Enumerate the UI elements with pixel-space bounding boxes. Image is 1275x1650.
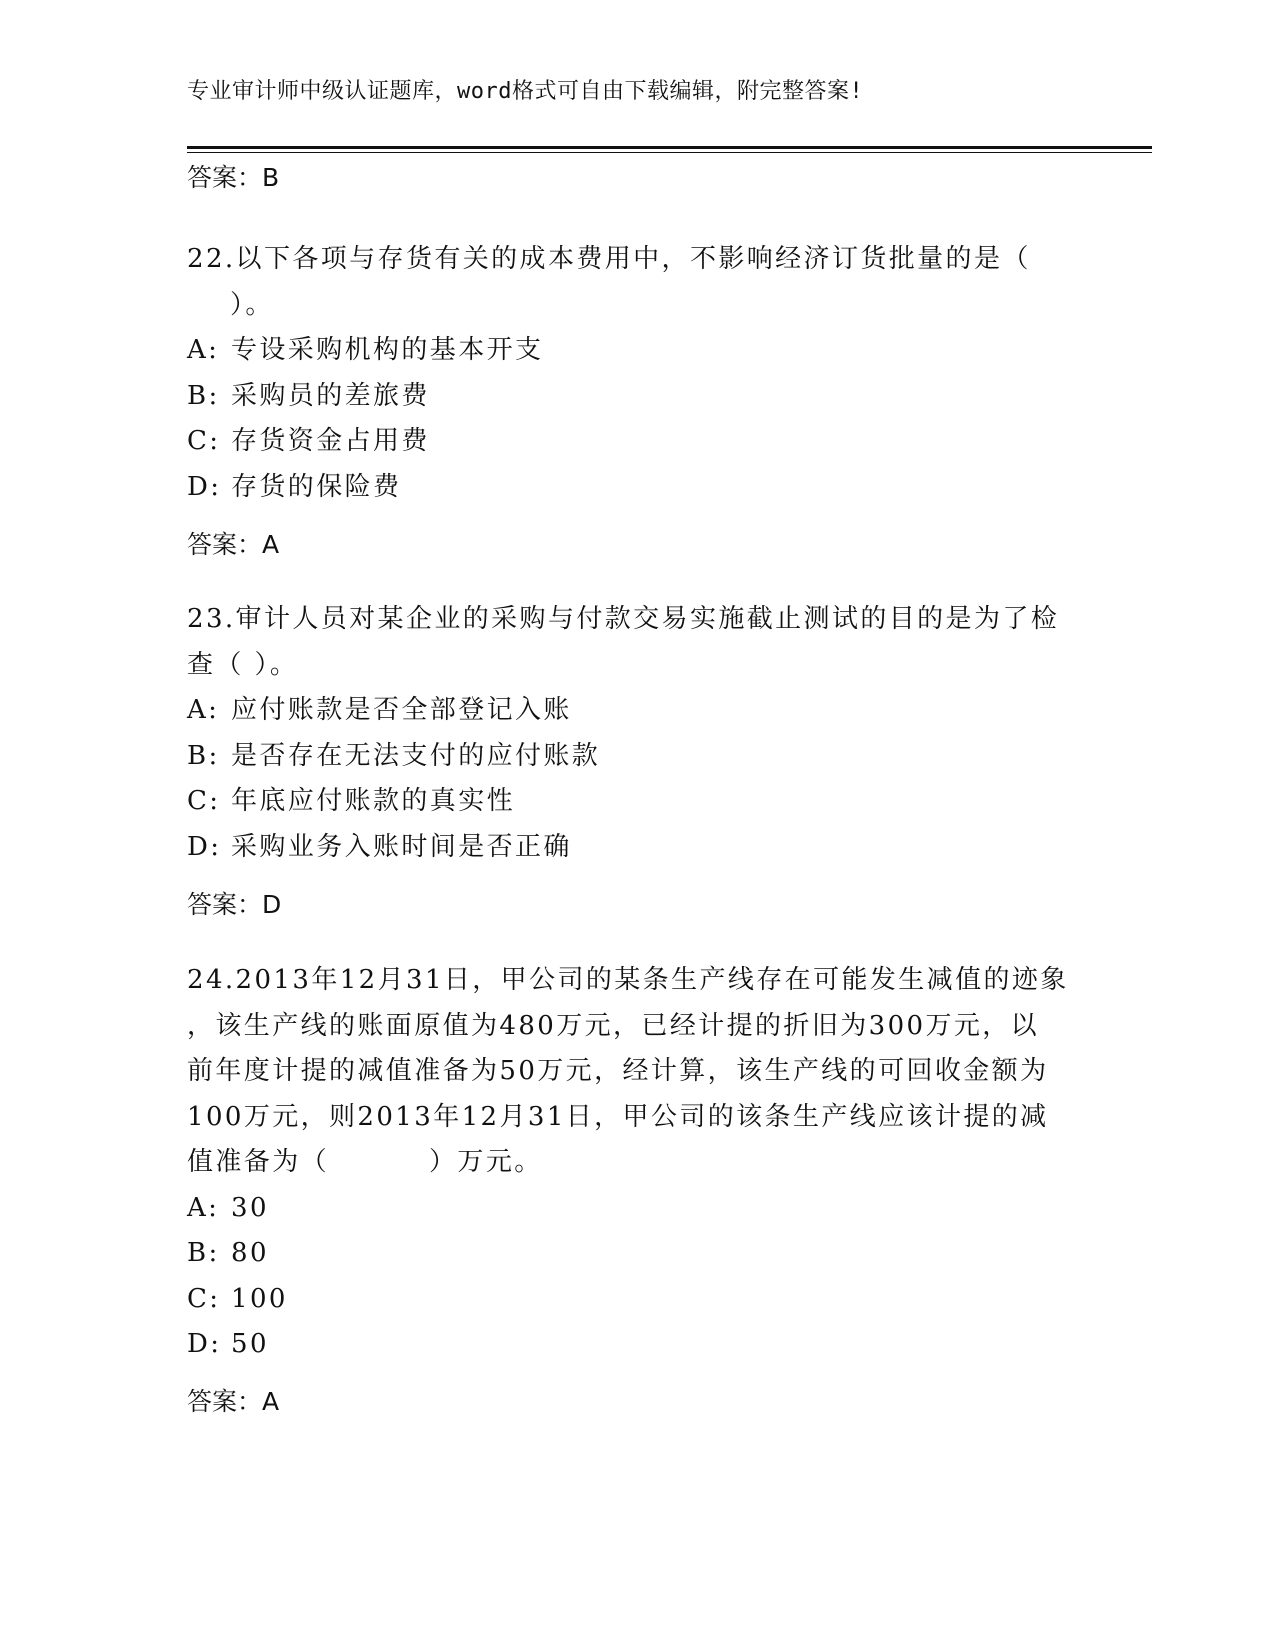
option-key: C: bbox=[187, 1283, 221, 1314]
question-23-answer: 答案：D bbox=[187, 890, 282, 919]
option-key: A: bbox=[187, 695, 220, 725]
question-24 bbox=[187, 958, 1087, 1368]
option-text: 年底应付账款的真实性 bbox=[231, 786, 516, 816]
question-23 bbox=[187, 597, 1087, 870]
question-22 bbox=[187, 237, 1087, 510]
option-text: 存货资金占用费 bbox=[231, 426, 430, 456]
question-22-option-d bbox=[187, 465, 1087, 511]
option-key: A: bbox=[187, 1192, 220, 1223]
question-22-line-2: ）。 bbox=[230, 289, 274, 320]
option-key: B: bbox=[187, 380, 220, 411]
option-text: 是否存在无法支付的应付账款 bbox=[231, 740, 601, 771]
question-23-option-a bbox=[187, 688, 1087, 734]
question-24-line-3: 前年度计提的减值准备为50万元，经计算，该生产线的可回收金额为 bbox=[187, 1056, 1049, 1086]
question-24-option-a bbox=[187, 1186, 1087, 1232]
header-rule-thin bbox=[187, 152, 1152, 153]
question-24-option-c bbox=[187, 1277, 1087, 1323]
header-rule-thick bbox=[187, 146, 1152, 149]
question-24-line-5-after: ）万元。 bbox=[429, 1147, 543, 1177]
option-key: D: bbox=[187, 831, 222, 862]
question-22-option-b bbox=[187, 374, 1087, 420]
option-key: B: bbox=[187, 1238, 220, 1268]
option-key: C: bbox=[187, 426, 221, 456]
question-22-line-1: 22.以下各项与存货有关的成本费用中，不影响经济订货批量的是（ bbox=[187, 244, 1031, 274]
option-text: 30 bbox=[231, 1192, 269, 1223]
question-22-answer: 答案：A bbox=[187, 530, 280, 559]
option-text: 50 bbox=[231, 1329, 269, 1359]
question-22-option-c bbox=[187, 419, 1087, 465]
option-key: C: bbox=[187, 786, 221, 816]
option-text: 存货的保险费 bbox=[231, 471, 402, 502]
option-text: 采购员的差旅费 bbox=[231, 380, 430, 411]
question-24-line-5 bbox=[187, 1140, 1087, 1186]
option-key: D: bbox=[187, 471, 222, 502]
question-22-option-a bbox=[187, 328, 1087, 374]
question-23-option-c bbox=[187, 779, 1087, 825]
question-23-line-2: 查（ ）。 bbox=[187, 649, 299, 680]
question-24-line-4: 100万元，则2013年12月31日，甲公司的该条生产线应该计提的减 bbox=[187, 1101, 1049, 1132]
page-header: 专业审计师中级认证题库，word格式可自由下载编辑，附完整答案! bbox=[187, 79, 864, 104]
question-23-line-1: 23.审计人员对某企业的采购与付款交易实施截止测试的目的是为了检 bbox=[187, 604, 1060, 634]
question-24-answer: 答案：A bbox=[187, 1387, 280, 1416]
option-key: A: bbox=[187, 335, 220, 365]
question-24-line-1: 24.2013年12月31日，甲公司的某条生产线存在可能发生减值的迹象 bbox=[187, 965, 1069, 995]
question-23-option-b bbox=[187, 734, 1087, 780]
option-key: D: bbox=[187, 1329, 222, 1359]
question-23-option-d bbox=[187, 825, 1087, 871]
option-text: 80 bbox=[231, 1238, 269, 1268]
previous-answer: 答案：B bbox=[187, 163, 280, 192]
question-24-line-2: ，该生产线的账面原值为480万元，已经计提的折旧为300万元，以 bbox=[187, 1010, 1040, 1041]
option-text: 专设采购机构的基本开支 bbox=[231, 335, 544, 365]
option-text: 采购业务入账时间是否正确 bbox=[231, 831, 572, 862]
option-key: B: bbox=[187, 740, 220, 771]
option-text: 应付账款是否全部登记入账 bbox=[231, 695, 572, 725]
option-text: 100 bbox=[231, 1283, 288, 1314]
question-24-line-5-before: 值准备为（ bbox=[187, 1147, 330, 1177]
question-24-option-d bbox=[187, 1322, 1087, 1368]
question-24-option-b bbox=[187, 1231, 1087, 1277]
